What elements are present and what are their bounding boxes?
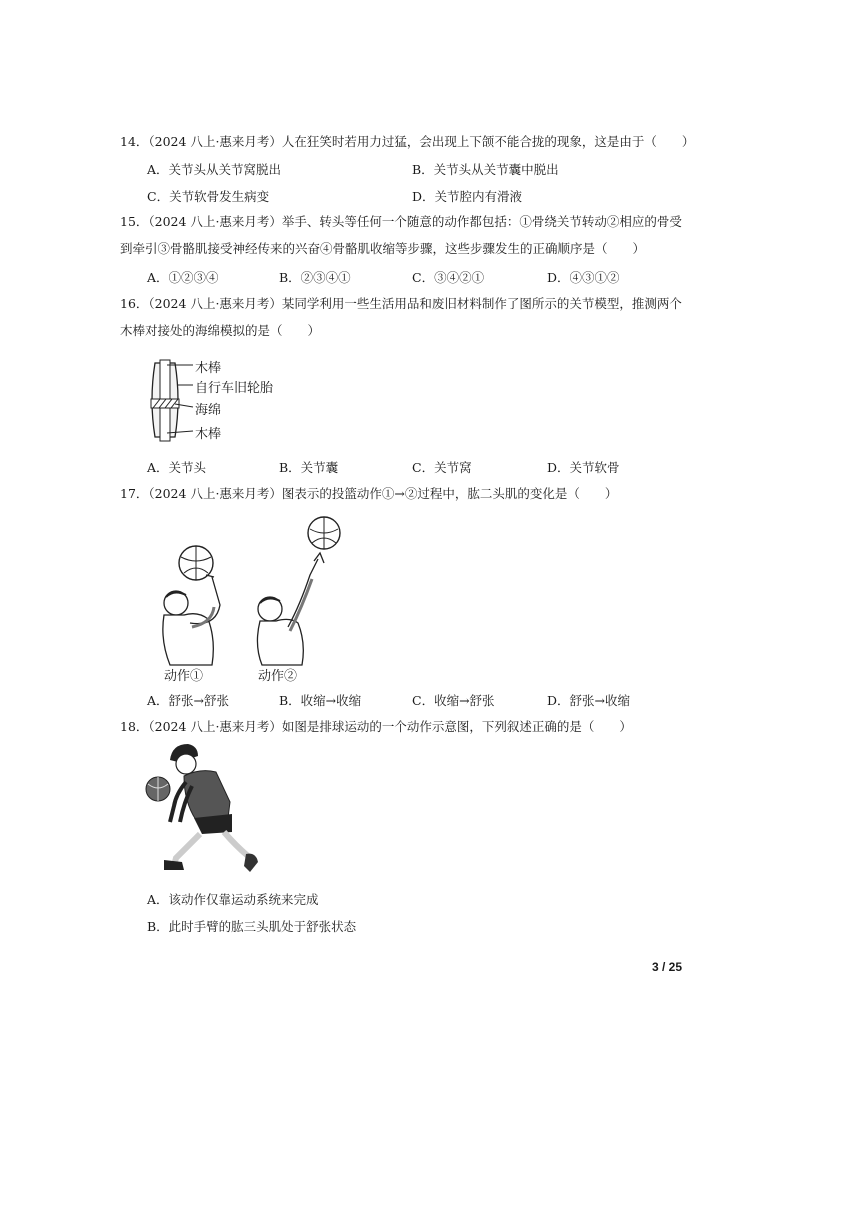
- label-wood-stick-top: 木棒: [195, 360, 222, 375]
- question-14-options: [147, 160, 707, 180]
- question-18-stem: 18．（2024 八上·惠来月考）如图是排球运动的一个动作示意图，下列叙述正确的是（ ）: [120, 719, 632, 734]
- q18-option-b: [147, 917, 707, 937]
- q14-option-b: B．关节头从关节囊中脱出: [412, 162, 559, 177]
- q16-option-b: B．关节囊: [279, 460, 339, 475]
- question-17-options: [147, 691, 707, 711]
- volleyball-player-drawing: [140, 742, 270, 882]
- joint-model-figure: [145, 355, 295, 445]
- q18-option-a-text: A．该动作仅靠运动系统来完成: [147, 892, 319, 907]
- question-16-options: [147, 458, 707, 478]
- q18-option-a: [147, 890, 707, 910]
- q15-option-a: A．①②③④: [147, 270, 219, 285]
- q15-option-d: D．④③①②: [547, 270, 620, 285]
- question-14-options-row2: [147, 187, 707, 207]
- q17-option-d: D．舒张→收缩: [547, 693, 630, 708]
- question-17-stem: 17．（2024 八上·惠来月考）图表示的投篮动作①→②过程中，肱二头肌的变化是（ ）: [120, 486, 618, 501]
- question-15-stem-line1: 15．（2024 八上·惠来月考）举手、转头等任何一个随意的动作都包括：①骨绕关节转动②相应的骨受: [120, 214, 682, 229]
- question-15-options: [147, 268, 707, 288]
- label-action-1: 动作①: [164, 668, 204, 683]
- page-number: 3 / 25: [652, 960, 683, 974]
- basketball-shot-figure: [150, 515, 350, 685]
- q15-option-c: C．③④②①: [412, 270, 485, 285]
- q16-option-d: D．关节软骨: [547, 460, 620, 475]
- q15-option-b: B．②③④①: [279, 270, 351, 285]
- volleyball-figure: [140, 742, 270, 882]
- basketball-shot-drawing: [150, 515, 350, 685]
- label-old-bike-tire: 自行车旧轮胎: [195, 380, 274, 395]
- q17-option-c: C．收缩→舒张: [412, 693, 495, 708]
- label-action-2: 动作②: [258, 668, 298, 683]
- label-sponge: 海绵: [195, 402, 222, 417]
- q14-option-c: C．关节软骨发生病变: [147, 189, 270, 204]
- q16-option-c: C．关节窝: [412, 460, 472, 475]
- q17-option-a: A．舒张→舒张: [147, 693, 230, 708]
- question-16-stem-line2: 木棒对接处的海绵模拟的是（ ）: [120, 323, 321, 338]
- q17-option-b: B．收缩→收缩: [279, 693, 362, 708]
- q16-option-a: A．关节头: [147, 460, 207, 475]
- q18-option-b-text: B．此时手臂的肱三头肌处于舒张状态: [147, 919, 357, 934]
- question-16-stem-line1: 16．（2024 八上·惠来月考）某同学利用一些生活用品和废旧材料制作了图所示的关节模型，推测两个: [120, 296, 682, 311]
- question-15-stem-line2: 到牵引③骨骼肌接受神经传来的兴奋④骨骼肌收缩等步骤，这些步骤发生的正确顺序是（ ）: [120, 241, 646, 256]
- label-wood-stick-bottom: 木棒: [195, 426, 222, 441]
- question-14-stem: 14．（2024 八上·惠来月考）人在狂笑时若用力过猛，会出现上下颌不能合拢的现象，这是由于（ ）: [120, 134, 695, 149]
- q14-option-a: A．关节头从关节窝脱出: [147, 162, 282, 177]
- q14-option-d: D．关节腔内有滑液: [412, 189, 523, 204]
